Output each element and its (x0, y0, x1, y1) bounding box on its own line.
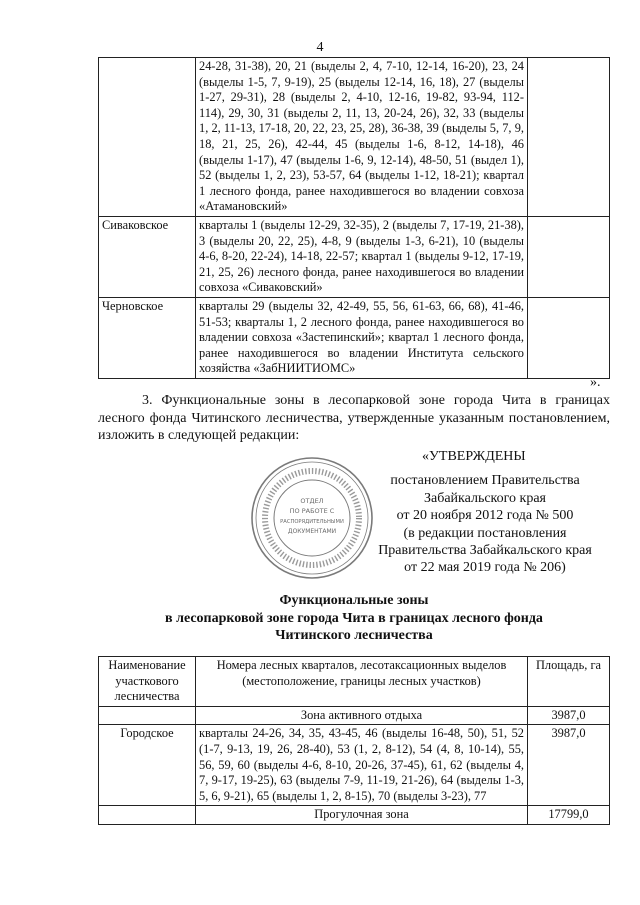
stamp-line: ПО РАБОТЕ С (289, 507, 335, 515)
approval-heading: «УТВЕРЖДЕНЫ (422, 449, 526, 464)
quarters-cell: кварталы 24-26, 34, 35, 43-45, 46 (выделы 16-48, 50), 51, 52 (1-7, 9-13, 19, 26, 28-40), 53 (1, 2, 8-12), 54 (4, 8, 10-14), 55, 56, 59, 60 (выделы 4-6, 8-10, 20-26, 37-45), 61, 62 (выделы 4, 7, 9-17, 19-25), 63 (выделы 7-9, 11-19, 21-26), 64 (выделы 1-3, 5, 6, 9-21), 65 (выделы 1, 2, 8-15), 70 (выделы 3-23), 77 (196, 725, 528, 806)
table-row (99, 58, 610, 217)
approval-line: Забайкальского края (423, 490, 546, 506)
stamp-line: ОТДЕЛ (300, 497, 324, 505)
table-row (99, 216, 610, 297)
approval-block (360, 448, 610, 577)
column-header-quarters: Номера лесных кварталов, лесотаксационных выделов (местоположение, границы лесных участков) (196, 657, 528, 707)
page-number: 4 (316, 40, 324, 55)
district-name-cell: Черновское (99, 297, 196, 378)
approval-line: Правительства Забайкальского края (378, 543, 592, 559)
quarters-cell: кварталы 29 (выделы 32, 42-49, 55, 56, 61-63, 66, 68), 41-46, 51-53; кварталы 1, 2 лесного фонда, ранее находившегося во владении совхоза «Застепинский»; квартал 1 лесного фонда, ранее находившегося во владении Института сельского хозяйства «ЗабНИИТИОМС» (196, 297, 528, 378)
district-name-cell (99, 58, 196, 217)
zone-row-active-recreation (99, 706, 610, 725)
table-row (99, 725, 610, 806)
title-line: Функциональные зоны (279, 593, 429, 608)
title-line: в лесопарковой зоне города Чита в границах лесного фонда (165, 610, 543, 626)
district-name-cell: Городское (99, 725, 196, 806)
table-header-row (99, 657, 610, 707)
approval-line: (в редакции постановления (403, 525, 567, 541)
amendment-paragraph: 3. Функциональные зоны в лесопарковой зоне города Чита в границах лесного фонда Читинского лесничества, утвержденные указанным постановлением, изложить в следующей редакции: (98, 393, 610, 443)
table-row (99, 297, 610, 378)
closing-quote-mark: ». (590, 375, 601, 390)
zone-area: 3987,0 (528, 706, 610, 725)
district-name-cell: Сиваковское (99, 216, 196, 297)
title-line: Читинского лесничества (275, 628, 433, 644)
stamp-line: ДОКУМЕНТАМИ (287, 528, 337, 535)
zone-area: 17799,0 (528, 806, 610, 825)
area-cell (528, 297, 610, 378)
zone-label: Зона активного отдыха (196, 706, 528, 725)
approval-line: от 20 ноября 2012 года № 500 (396, 508, 574, 524)
section-title (98, 592, 610, 645)
column-header-area: Площадь, га (528, 657, 610, 707)
approval-line: от 22 мая 2019 года № 206) (404, 560, 566, 576)
office-seal-stamp (248, 454, 376, 582)
quarters-cell: 24-28, 31-38), 20, 21 (выделы 2, 4, 7-10, 12-14, 16-20), 23, 24 (выделы 1-5, 7, 9-19), 25 (выделы 12-14, 16, 18), 27 (выделы 1-27, 29-31), 28 (выделы 2, 4-10, 12-16, 19-82, 93-94, 112-114), 29, 30, 31 (выделы 2, 11, 13, 20-24, 26), 32, 33 (выделы 1, 2, 11-13, 17-18, 20, 22, 23, 25, 28), 36-38, 39 (выделы 5, 7, 9, 18, 21, 25, 26), 42-44, 45 (выделы 1-6, 8-12, 14-18), 46 (выделы 1-17), 47 (выделы 1-6, 9, 12-14), 48-50, 51 (выдел 1), 52 (выделы 1, 2, 23), 53-57, 64 (выделы 1-12, 18-21); квартал 1 лесного фонда, ранее находившегося во владении совхоза «Атамановский» (196, 58, 528, 217)
zone-row-walking (99, 806, 610, 825)
functional-zones-table (98, 656, 610, 825)
forest-quarters-table-continued (98, 57, 610, 379)
area-cell: 3987,0 (528, 725, 610, 806)
approval-line: постановлением Правительства (390, 473, 580, 489)
stamp-line: РАСПОРЯДИТЕЛЬНЫМИ (280, 519, 344, 525)
column-header-district: Наименование участкового лесничества (99, 657, 196, 707)
quarters-cell: кварталы 1 (выделы 12-29, 32-35), 2 (выделы 7, 17-19, 21-38), 3 (выделы 20, 22, 25), 4-8, 9 (выделы 1-3, 6-21), 10 (выделы 4-6, 8-20, 22-24), 14-18, 22-57; квартал 1 (выделы 9-12, 17-19, 21, 25, 26) лесного фонда, ранее находившегося во владении совхоза «Сиваковский» (196, 216, 528, 297)
area-cell (528, 216, 610, 297)
area-cell (528, 58, 610, 217)
zone-label: Прогулочная зона (196, 806, 528, 825)
